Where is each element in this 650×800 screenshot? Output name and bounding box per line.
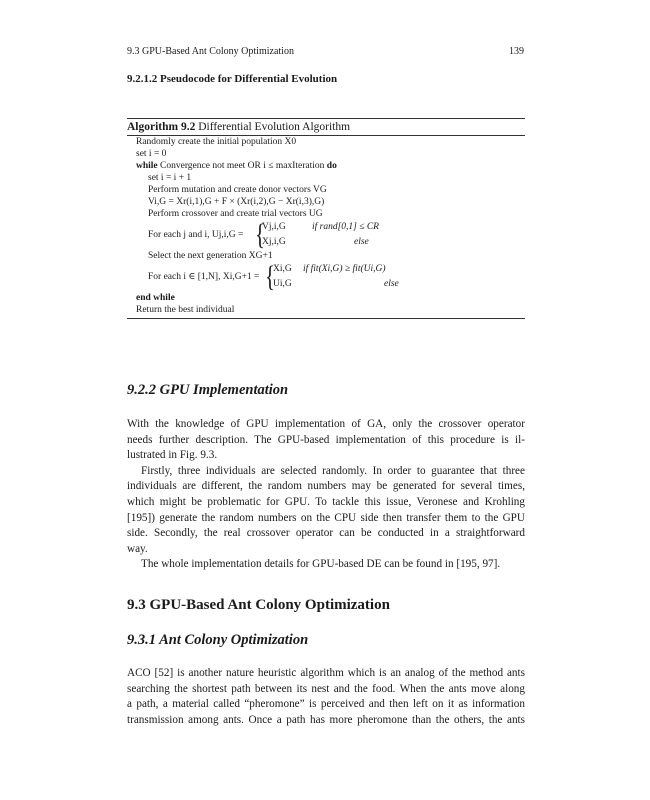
- algorithm-line: For each j and i, Uj,i,G =: [148, 230, 244, 240]
- subsubsection-heading: 9.2.1.2 Pseudocode for Differential Evolution: [127, 73, 338, 85]
- algorithm-line: Perform crossover and create trial vectors UG: [148, 209, 323, 219]
- text-line: ACO [52] is another nature heuristic algorithm which is an analog of the method ants: [127, 667, 525, 679]
- case-condition: if fit(Xi,G) ≥ fit(Ui,G): [303, 264, 386, 274]
- algorithm-label: Algorithm 9.2: [127, 121, 196, 133]
- algorithm-top-rule: [127, 118, 525, 119]
- text-line: [195]) generate the random numbers on the CPU side then transfer them to the GPU: [127, 511, 525, 524]
- left-brace: {: [265, 260, 276, 293]
- while-keyword: while: [136, 161, 158, 171]
- section-heading: 9.3 GPU-Based Ant Colony Optimization: [127, 597, 390, 613]
- case-value: Xi,G: [273, 264, 292, 274]
- case-value: Vj,i,G: [262, 222, 286, 232]
- subsection-heading: 9.2.2 GPU Implementation: [127, 382, 289, 398]
- case-condition: if rand[0,1] ≤ CR: [312, 222, 379, 232]
- algorithm-line: Perform mutation and create donor vectors VG: [148, 185, 327, 195]
- do-keyword: do: [326, 161, 337, 171]
- case-value: Xj,i,G: [262, 237, 286, 247]
- text-line: lustrated in Fig. 9.3.: [127, 449, 218, 462]
- text-line: transmission among ants. Once a path has more pheromone than the others, the ants: [127, 713, 525, 726]
- page-number: 139: [509, 46, 524, 57]
- case-condition: else: [354, 237, 369, 247]
- algorithm-line: set i = i + 1: [148, 173, 192, 183]
- case-condition: else: [384, 279, 399, 289]
- algorithm-line: Select the next generation XG+1: [148, 251, 273, 261]
- algorithm-line: Vi,G = Xr(i,1),G + F × (Xr(i,2),G − Xr(i,3),G): [148, 197, 325, 207]
- while-condition: Convergence not meet OR i ≤ maxIteration: [160, 161, 325, 171]
- text-line: way.: [127, 542, 148, 555]
- algorithm-caption-rule: [127, 135, 525, 136]
- text-line: individuals are different, the random numbers may be generated for several times,: [127, 480, 525, 493]
- left-brace: {: [255, 218, 266, 251]
- running-title: 9.3 GPU-Based Ant Colony Optimization: [127, 46, 294, 57]
- algorithm-line: For each i ∈ [1,N], Xi,G+1 =: [148, 272, 260, 282]
- algorithm-line: Return the best individual: [136, 305, 235, 315]
- text-line: a path, a material called “pheromone” is perceived and then left on it as information: [127, 698, 525, 711]
- text-line: Firstly, three individuals are selected randomly. In order to guarantee that three: [141, 464, 525, 477]
- algorithm-caption: [127, 121, 350, 133]
- text-line: which might be problematic for GPU. To tackle this issue, Veronese and Krohling: [127, 495, 525, 508]
- algorithm-caption-text: Differential Evolution Algorithm: [198, 121, 351, 133]
- text-line: With the knowledge of GPU implementation of GA, only the crossover operator: [127, 418, 525, 430]
- algorithm-line: [136, 161, 337, 172]
- text-line: The whole implementation details for GPU-based DE can be found in [195, 97].: [141, 558, 501, 571]
- paragraph: [127, 666, 525, 728]
- text-line: searching the shortest path between its nest and the food. When the ants move along: [127, 682, 525, 695]
- case-value: Ui,G: [273, 279, 292, 289]
- algorithm-line: set i = 0: [136, 149, 167, 159]
- text-line: side. Secondly, the real crossover operator can be conducted in a straightforward: [127, 527, 525, 540]
- algorithm-bottom-rule: [127, 318, 525, 319]
- text-line: needs further description. The GPU-based implementation of this procedure is il-: [127, 433, 525, 446]
- subsection-heading: 9.3.1 Ant Colony Optimization: [127, 632, 309, 648]
- algorithm-line: Randomly create the initial population X0: [136, 137, 297, 147]
- end-while-keyword: end while: [136, 293, 175, 303]
- paragraph: [127, 417, 525, 573]
